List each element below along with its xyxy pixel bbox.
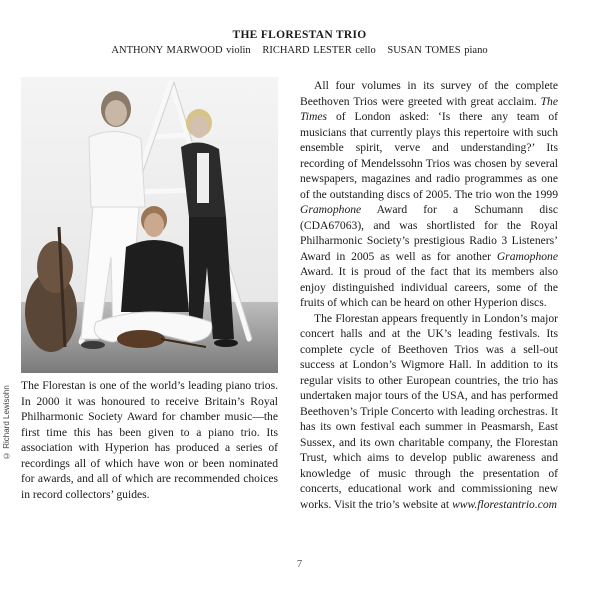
text-run: Award. It is proud of the fact that its members also enjoy distinguished individual careers, some of the fruits of which can be heard on other Hyperion discs.: [300, 265, 558, 309]
page-number: 7: [296, 559, 303, 570]
text-run: The Florestan appears frequently in London’s major concert halls and at the UK’s leading festivals. Its complete cycle of Beethoven Trios was a sell-out success at London’s Wigmore Hall. In addition to its regular visits to other European countries, the trio has undertaken major tours of the USA, and has performed Beethoven’s Triple Concerto with leading orchestras. It has its own festival each summer in Peasmarsh, East Sussex, and its own charitable company, the Florestan Trust, which aims to develop public awareness and knowledge of music through the presentation of concerts, educational work and commissioning new works. Visit the trio’s website at: [300, 311, 558, 511]
text-run: All four volumes in its survey of the complete Beethoven Trios were greeted with great acclaim.: [300, 79, 558, 108]
page-title: THE FLORESTAN TRIO: [232, 29, 367, 41]
photo-credit: © Richard Lewisohn: [2, 385, 11, 460]
member-piano: SUSAN TOMES piano: [387, 45, 488, 56]
text-run: Award for a Schumann disc (CDA67063), and was shortlisted for the Royal Philharmonic Society’s prestigious Radio 3 Listeners’ Award in 2005 as well as for another: [300, 203, 558, 263]
right-paragraph-1: [300, 78, 558, 311]
right-column: [300, 78, 558, 512]
trio-photo: [21, 77, 278, 373]
publication-title: Gramophone: [496, 249, 558, 263]
publication-title: The Times: [300, 94, 558, 123]
publication-title: Gramophone: [300, 203, 362, 216]
members-line: [0, 45, 599, 56]
left-paragraph: The Florestan is one of the world’s leading piano trios. In 2000 it was honoured to receive Britain’s Royal Philharmonic Society Award for chamber music—the first time this has been given to a piano trio. Its association with Hyperion has produced a series of recordings all of which have won or been nominated for awards, and all of which are recommended choices in record collectors’ guides.: [21, 379, 278, 501]
trio-photo-illustration: [21, 77, 278, 373]
website-link[interactable]: www.florestantrio.com: [452, 497, 558, 511]
member-cello: RICHARD LESTER cello: [262, 45, 376, 56]
left-column: [21, 378, 278, 502]
text-run: of London asked: ‘Is there any team of musicians that currently plays this repertoire with such ensemble spirit, verve and understanding?’ Its recording of Mendelssohn Trios was chosen by several newspapers, magazines and radio programmes as one of the outstanding discs of 2005. The trio won the 1999: [300, 110, 558, 201]
right-paragraph-2: [300, 311, 558, 513]
member-violin: ANTHONY MARWOOD violin: [111, 45, 251, 56]
